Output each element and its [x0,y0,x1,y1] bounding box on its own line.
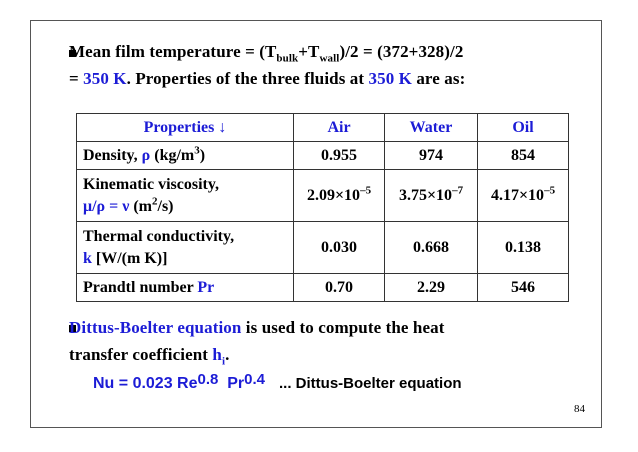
text: = [69,69,84,88]
slide [30,20,602,428]
cell-value: 0.138 [478,222,569,274]
text: is used to compute the heat [241,318,445,337]
cell-value: 2.29 [385,274,478,302]
temperature-value: 350 K [83,69,127,88]
page-number: 84 [574,403,585,415]
equation-lhs: Nu = 0.023 Re [93,375,198,392]
equation-caption: ... Dittus-Boelter equation [279,375,462,392]
row-label-density: Density, ρ $(kg/m^3)$ [77,142,294,170]
cell-value: 0.955 [294,142,385,170]
table-row [77,222,569,274]
cell-value: 546 [478,274,569,302]
cell-value: $3.75\times 10^{-7}$ [385,170,478,222]
text: are as: [411,69,466,88]
table-row [77,142,569,170]
text: transfer coefficient [69,345,213,364]
cell-value: 0.70 [294,274,385,302]
column-header-air: Air [294,114,385,142]
cell-value: 974 [385,142,478,170]
dittus-boelter-paragraph [69,314,583,368]
cell-value: 854 [478,142,569,170]
subscript: wall [319,52,340,65]
text: +T [298,42,320,61]
temperature-value: 350 K [368,69,412,88]
column-header-properties: Properties ↓ [77,114,294,142]
row-label-prandtl-number: Prandtl number Pr [77,274,294,302]
subscript: bulk [276,52,299,65]
equation-name: Dittus-Boelter equation [69,318,242,337]
equation-term: Pr [218,375,245,392]
cell-value: 0.668 [385,222,478,274]
cell-value: $4.17\times 10^{-5}$ [478,170,569,222]
dittus-boelter-equation: Nu = 0.023 Re $^{0.8}$ Pr $^{0.4}$ ... Dittus-Boelter equation [93,371,462,392]
properties-table [76,113,569,302]
table-row [77,170,569,222]
column-header-oil: Oil [478,114,569,142]
table-row [77,274,569,302]
row-label-kinematic-viscosity: Kinematic viscosity, μ/ρ = ν $(m^2/s)$ [77,170,294,222]
text: Mean film temperature = (T [69,42,277,61]
cell-value: 0.030 [294,222,385,274]
subscript: i [221,355,226,368]
text: . Properties of the three fluids at [126,69,369,88]
symbol: h [212,345,222,364]
column-header-water: Water [385,114,478,142]
text: )/2 = (372+328)/2 [339,42,464,61]
mean-film-temperature-paragraph [69,38,583,92]
cell-value: $2.09\times 10^{-5}$ [294,170,385,222]
row-label-thermal-conductivity: Thermal conductivity, k [W/(m K)] [77,222,294,274]
text: . [225,345,230,364]
table-header-row [77,114,569,142]
